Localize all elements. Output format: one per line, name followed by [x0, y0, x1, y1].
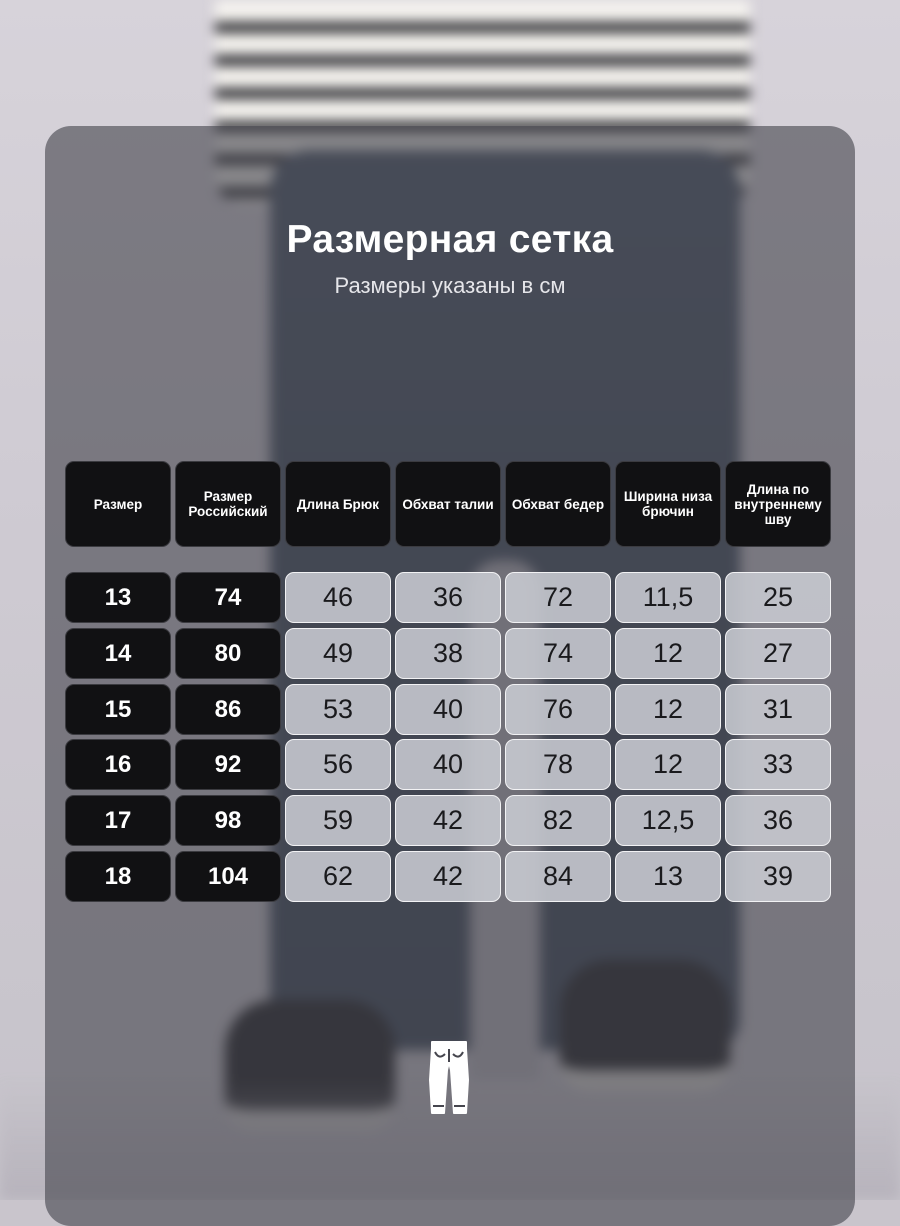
table-cell: 53 [285, 684, 391, 735]
table-cell: 40 [395, 684, 501, 735]
table-cell: 42 [395, 851, 501, 902]
table-cell: 12 [615, 628, 721, 679]
table-cell: 86 [175, 684, 281, 735]
column-header: Длина по внутреннему шву [725, 461, 831, 547]
column-header: Ширина низа брючин [615, 461, 721, 547]
table-cell: 72 [505, 572, 611, 623]
table-cell: 12 [615, 739, 721, 790]
table-cell: 80 [175, 628, 281, 679]
table-cell: 18 [65, 851, 171, 902]
table-cell: 59 [285, 795, 391, 846]
table-cell: 74 [505, 628, 611, 679]
table-cell: 74 [175, 572, 281, 623]
table-cell: 76 [505, 684, 611, 735]
table-cell: 40 [395, 739, 501, 790]
table-cell: 27 [725, 628, 831, 679]
table-cell: 98 [175, 795, 281, 846]
column-header: Обхват талии [395, 461, 501, 547]
table-cell: 104 [175, 851, 281, 902]
table-cell: 17 [65, 795, 171, 846]
table-cell: 14 [65, 628, 171, 679]
table-cell: 38 [395, 628, 501, 679]
table-cell: 62 [285, 851, 391, 902]
table-cell: 46 [285, 572, 391, 623]
table-cell: 13 [65, 572, 171, 623]
table-cell: 42 [395, 795, 501, 846]
table-cell: 33 [725, 739, 831, 790]
table-cell: 16 [65, 739, 171, 790]
table-row [65, 739, 831, 790]
column-header: Обхват бедер [505, 461, 611, 547]
table-cell: 31 [725, 684, 831, 735]
table-cell: 39 [725, 851, 831, 902]
table-cell: 12 [615, 684, 721, 735]
page-title: Размерная сетка [286, 218, 614, 261]
table-row [65, 572, 831, 623]
column-header: Длина Брюк [285, 461, 391, 547]
table-row [65, 684, 831, 735]
table-cell: 36 [725, 795, 831, 846]
table-cell: 12,5 [615, 795, 721, 846]
pants-icon [427, 1040, 471, 1116]
table-cell: 84 [505, 851, 611, 902]
column-header: Размер Российский [175, 461, 281, 547]
table-cell: 92 [175, 739, 281, 790]
table-cell: 56 [285, 739, 391, 790]
table-cell: 82 [505, 795, 611, 846]
table-row [65, 628, 831, 679]
table-cell: 36 [395, 572, 501, 623]
table-header-row [65, 461, 831, 547]
page-subtitle: Размеры указаны в см [334, 273, 566, 298]
table-cell: 15 [65, 684, 171, 735]
column-header: Размер [65, 461, 171, 547]
table-cell: 11,5 [615, 572, 721, 623]
table-cell: 13 [615, 851, 721, 902]
table-row [65, 795, 831, 846]
table-cell: 78 [505, 739, 611, 790]
table-cell: 25 [725, 572, 831, 623]
table-row [65, 851, 831, 902]
table-cell: 49 [285, 628, 391, 679]
